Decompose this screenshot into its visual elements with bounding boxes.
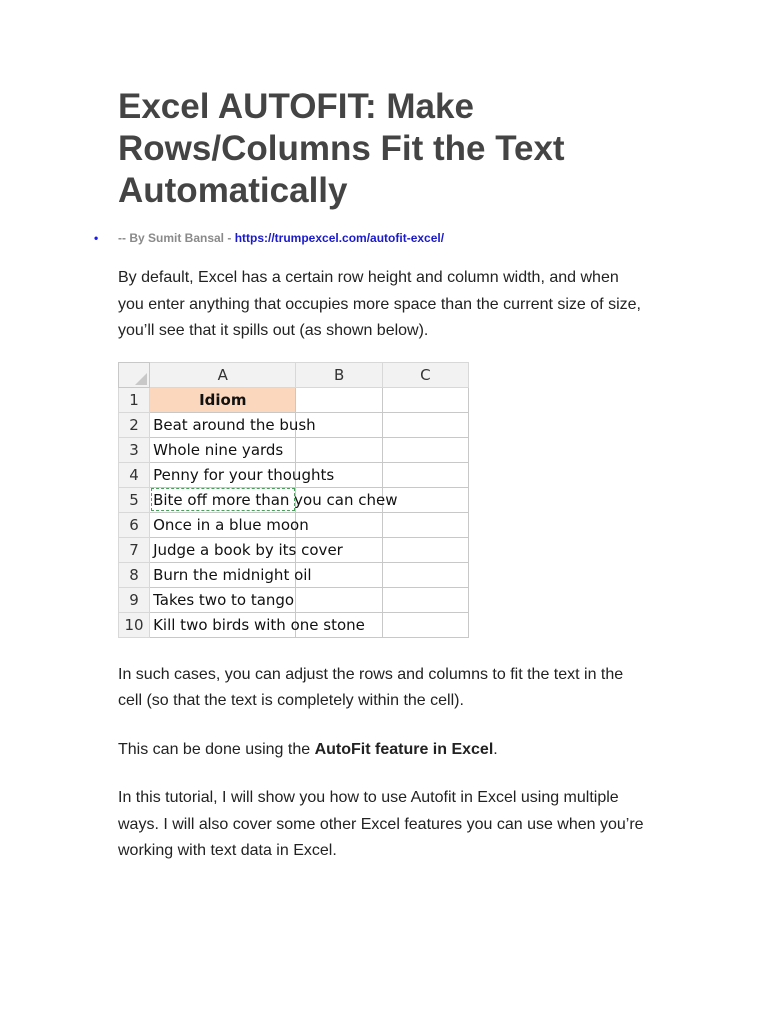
- table-row: [119, 462, 469, 487]
- cell-text: Penny for your thoughts: [153, 465, 335, 484]
- article-title: Excel AUTOFIT: Make Rows/Columns Fit the Text Automatically: [118, 87, 565, 210]
- autofit-paragraph: [118, 737, 648, 764]
- table-row: [119, 412, 469, 437]
- cell-c2: [382, 412, 468, 437]
- cell-a1: Idiom: [150, 387, 296, 412]
- table-row: [119, 562, 469, 587]
- row-number: 10: [119, 612, 150, 637]
- cell-b1: [296, 387, 382, 412]
- row-number: 1: [119, 387, 150, 412]
- column-header-c: C: [382, 362, 468, 387]
- cell-c8: [382, 562, 468, 587]
- cell-text: Once in a blue moon: [153, 515, 309, 534]
- cell-a4: [150, 462, 335, 487]
- cell-text: Bite off more than you can chew: [153, 490, 398, 509]
- cell-a8: [150, 562, 312, 587]
- autofit-text-before: This can be done using the: [118, 740, 315, 758]
- row-number: 6: [119, 512, 150, 537]
- column-header-a: A: [150, 362, 296, 387]
- cell-c1: [382, 387, 468, 412]
- row-number: 4: [119, 462, 150, 487]
- bullet-icon: •: [94, 231, 99, 245]
- row-number: 9: [119, 587, 150, 612]
- row-number: 2: [119, 412, 150, 437]
- table-row: [119, 387, 469, 412]
- row-number: 3: [119, 437, 150, 462]
- table-row: [119, 487, 469, 512]
- cell-text: Judge a book by its cover: [153, 540, 343, 559]
- cell-c6: [382, 512, 468, 537]
- cell-text: Kill two birds with one stone: [153, 615, 365, 634]
- cell-a7: [150, 537, 343, 562]
- byline-link[interactable]: https://trumpexcel.com/autofit-excel/: [234, 231, 445, 245]
- cell-a3: [150, 437, 296, 462]
- cell-a2: [150, 412, 316, 437]
- cell-c7: [382, 537, 468, 562]
- adjust-paragraph: In such cases, you can adjust the rows and columns to fit the text in the cell (so that the text is completely within the cell).: [118, 665, 624, 709]
- column-header-b: B: [296, 362, 382, 387]
- cell-b3: [296, 437, 382, 462]
- cell-b9: [296, 587, 382, 612]
- cell-a9: [150, 587, 296, 612]
- cell-c10: [382, 612, 468, 637]
- cell-c3: [382, 437, 468, 462]
- spreadsheet-image: [118, 362, 469, 638]
- cell-text: Whole nine yards: [153, 440, 284, 459]
- cell-c9: [382, 587, 468, 612]
- table-row: [119, 612, 469, 637]
- cell-text: Takes two to tango: [153, 590, 295, 609]
- cell-a10: [150, 612, 365, 637]
- column-header-row: [119, 362, 469, 387]
- cell-text: Burn the midnight oil: [153, 565, 312, 584]
- row-number: 8: [119, 562, 150, 587]
- select-all-corner: [119, 362, 150, 387]
- table-row: [119, 512, 469, 537]
- byline: [94, 230, 648, 246]
- row-number: 5: [119, 487, 150, 512]
- cell-c4: [382, 462, 468, 487]
- byline-author: -- By Sumit Bansal -: [118, 231, 235, 245]
- autofit-feature-bold: AutoFit feature in Excel: [314, 740, 494, 758]
- row-number: 7: [119, 537, 150, 562]
- cell-a5: [150, 487, 398, 512]
- article: [94, 86, 648, 865]
- table-row: [119, 437, 469, 462]
- tutorial-paragraph: In this tutorial, I will show you how to use Autofit in Excel using multiple ways. I will also cover some other Excel features you can use when you’re working with text data in Excel.: [118, 789, 644, 859]
- intro-paragraph: By default, Excel has a certain row height and column width, and when you enter anything that occupies more space than the current size of size, you’ll see that it spills out (as shown below).: [118, 269, 641, 339]
- table-row: [119, 587, 469, 612]
- table-row: [119, 537, 469, 562]
- cell-a6: [150, 512, 309, 537]
- cell-text: Beat around the bush: [153, 415, 316, 434]
- autofit-text-after: .: [493, 740, 498, 758]
